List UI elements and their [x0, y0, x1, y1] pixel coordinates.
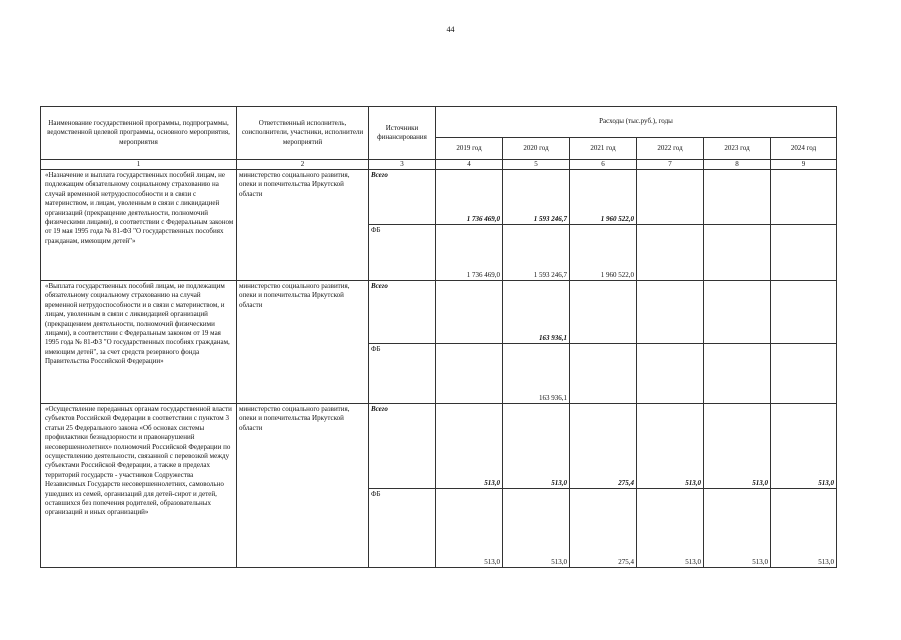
- fb-value: 513,0: [503, 489, 570, 568]
- column-number: 1: [41, 160, 237, 170]
- total-value: [436, 281, 503, 344]
- total-value: 163 936,1: [503, 281, 570, 344]
- header-year: 2022 год: [637, 138, 704, 160]
- total-value: 513,0: [503, 404, 570, 489]
- total-value: 513,0: [771, 404, 837, 489]
- column-number: 6: [570, 160, 637, 170]
- total-value: 275,4: [570, 404, 637, 489]
- column-number: 5: [503, 160, 570, 170]
- fb-value: [637, 225, 704, 281]
- fb-value: 1 593 246,7: [503, 225, 570, 281]
- fb-value: 1 960 522,0: [570, 225, 637, 281]
- header-source: Источники финансирования: [369, 107, 436, 160]
- total-value: [570, 281, 637, 344]
- expenses-table: [40, 106, 837, 568]
- total-value: [637, 170, 704, 225]
- table-row: [41, 170, 837, 225]
- source-total: Всего: [369, 404, 436, 489]
- total-value: [771, 170, 837, 225]
- executor: министерство социального развития, опеки и попечительства Иркутской области: [237, 170, 369, 281]
- total-value: [771, 281, 837, 344]
- fb-value: [771, 225, 837, 281]
- total-value: [637, 281, 704, 344]
- fb-value: [771, 344, 837, 404]
- source-total: Всего: [369, 281, 436, 344]
- executor: министерство социального развития, опеки и попечительства Иркутской области: [237, 281, 369, 404]
- fb-value: 513,0: [436, 489, 503, 568]
- total-value: 1 736 469,0: [436, 170, 503, 225]
- fb-value: 513,0: [771, 489, 837, 568]
- fb-value: [637, 344, 704, 404]
- total-value: 513,0: [436, 404, 503, 489]
- total-value: 513,0: [637, 404, 704, 489]
- activity-name: «Выплата государственных пособий лицам, не подлежащим обязательному социальному страхованию на случай временной нетрудоспособности и в связи с материнством, и лицам, уволенным в связи с ликвидацией организаций (прекращением деятельности, полномочий физическими лицами), в соответствии с Федеральным законом от 19 мая 1995 года № 81-ФЗ "О государственных пособиях гражданам, имеющим детей", за счет средств резервного фонда Правительства Российской Федерации»: [41, 281, 237, 404]
- table-row: [41, 281, 837, 344]
- column-number: 8: [704, 160, 771, 170]
- fb-value: [436, 344, 503, 404]
- total-value: 513,0: [704, 404, 771, 489]
- header-executor: Ответственный исполнитель, соисполнители, участники, исполнители мероприятий: [237, 107, 369, 160]
- fb-value: [570, 344, 637, 404]
- column-number: 7: [637, 160, 704, 170]
- source-fb: ФБ: [369, 489, 436, 568]
- total-value: [704, 281, 771, 344]
- total-value: [704, 170, 771, 225]
- header-year: 2024 год: [771, 138, 837, 160]
- source-fb: ФБ: [369, 344, 436, 404]
- table-row: [41, 404, 837, 489]
- fb-value: [704, 344, 771, 404]
- source-fb: ФБ: [369, 225, 436, 281]
- total-value: 1 593 246,7: [503, 170, 570, 225]
- header-expenses: Расходы (тыс.руб.), годы: [436, 107, 837, 138]
- header-year: 2021 год: [570, 138, 637, 160]
- source-total: Всего: [369, 170, 436, 225]
- header-year: 2020 год: [503, 138, 570, 160]
- column-number: 3: [369, 160, 436, 170]
- fb-value: [704, 225, 771, 281]
- fb-value: 513,0: [637, 489, 704, 568]
- header-year: 2019 год: [436, 138, 503, 160]
- fb-value: 275,4: [570, 489, 637, 568]
- header-name: Наименование государственной программы, подпрограммы, ведомственной целевой программы, основного мероприятия, мероприятия: [41, 107, 237, 160]
- fb-value: 1 736 469,0: [436, 225, 503, 281]
- page-number: 44: [446, 25, 455, 34]
- column-number: 9: [771, 160, 837, 170]
- column-number: 4: [436, 160, 503, 170]
- header-year: 2023 год: [704, 138, 771, 160]
- fb-value: 163 936,1: [503, 344, 570, 404]
- executor: министерство социального развития, опеки и попечительства Иркутской области: [237, 404, 369, 568]
- activity-name: «Назначение и выплата государственных пособий лицам, не подлежащим обязательному социальному страхованию на случай временной нетрудоспособности и в связи с материнством, и лицам, уволенным в связи с ликвидацией организаций (прекращение деятельности, полномочий физическими лицами), в соответствии с Федеральным законом от 19 мая 1995 года № 81-ФЗ "О государственных пособиях гражданам, имеющим детей"»: [41, 170, 237, 281]
- activity-name: «Осуществление переданных органам государственной власти субъектов Российской Федерации в соответствии с пунктом 3 статьи 25 Федерального закона «Об основах системы профилактики безнадзорности и правонарушений несовершеннолетних» полномочий Российской Федерации по осуществлению деятельности, связанной с перевозкой между субъектами Российской Федерации, а также в пределах территорий государств - участников Содружества Независимых Государств несовершеннолетних, самовольно ушедших из семей, организаций для детей-сирот и детей, оставшихся без попечения родителей, образовательных организаций и иных организаций»: [41, 404, 237, 568]
- total-value: 1 960 522,0: [570, 170, 637, 225]
- column-number: 2: [237, 160, 369, 170]
- fb-value: 513,0: [704, 489, 771, 568]
